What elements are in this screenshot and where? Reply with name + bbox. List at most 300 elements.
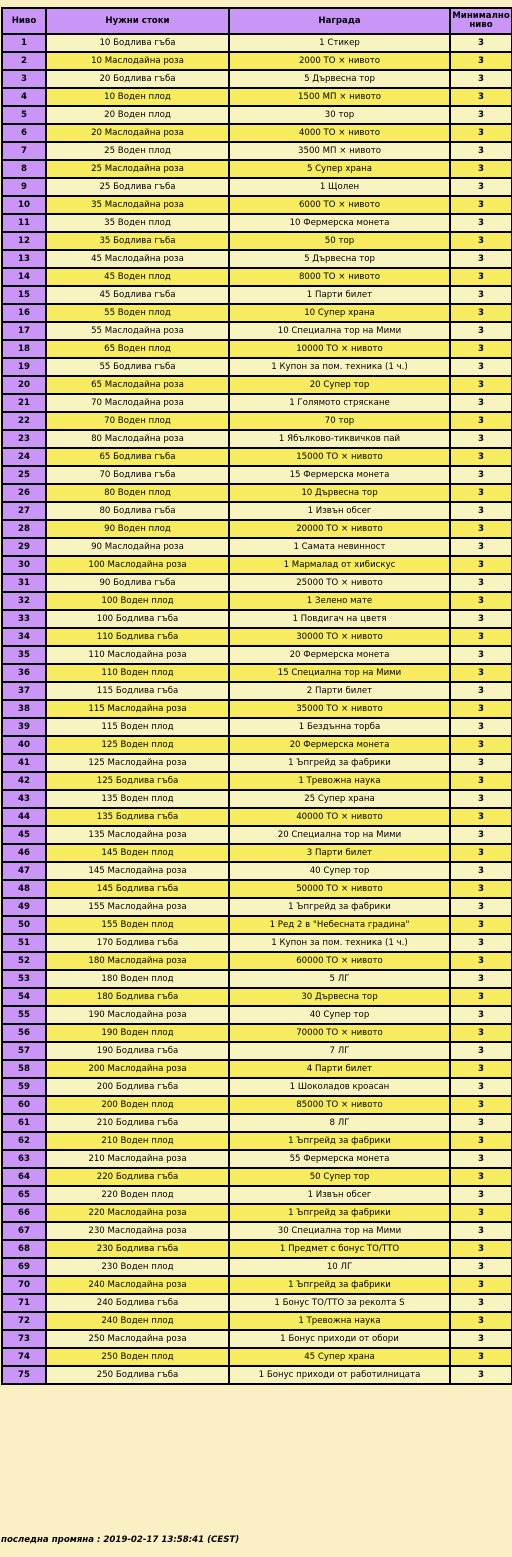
table-row — [2, 718, 512, 736]
row-goods-cell: 240 Бодлива гъба — [46, 1294, 229, 1312]
table-row — [2, 1186, 512, 1204]
row-min-level-cell: 3 — [450, 754, 512, 772]
row-reward-cell: 25 Супер храна — [229, 790, 450, 808]
row-goods-cell: 80 Бодлива гъба — [46, 502, 229, 520]
row-min-level-cell: 3 — [450, 1204, 512, 1222]
row-goods-cell: 180 Воден плод — [46, 970, 229, 988]
table-row — [2, 520, 512, 538]
row-reward-cell: 1 Бездънна торба — [229, 718, 450, 736]
row-level-cell: 55 — [2, 1006, 46, 1024]
row-reward-cell: 1 Ъпгрейд за фабрики — [229, 1204, 450, 1222]
row-goods-cell: 155 Маслодайна роза — [46, 898, 229, 916]
row-goods-cell: 90 Бодлива гъба — [46, 574, 229, 592]
table-row — [2, 52, 512, 70]
row-level-cell: 24 — [2, 448, 46, 466]
row-min-level-cell: 3 — [450, 214, 512, 232]
row-goods-cell: 20 Воден плод — [46, 106, 229, 124]
row-goods-cell: 210 Воден плод — [46, 1132, 229, 1150]
row-min-level-cell: 3 — [450, 1150, 512, 1168]
table-row — [2, 1222, 512, 1240]
row-level-cell: 45 — [2, 826, 46, 844]
row-reward-cell: 20 Фермерска монета — [229, 646, 450, 664]
row-goods-cell: 135 Бодлива гъба — [46, 808, 229, 826]
row-level-cell: 30 — [2, 556, 46, 574]
row-level-cell: 70 — [2, 1276, 46, 1294]
row-goods-cell: 45 Маслодайна роза — [46, 250, 229, 268]
row-min-level-cell: 3 — [450, 196, 512, 214]
row-goods-cell: 180 Бодлива гъба — [46, 988, 229, 1006]
table-row — [2, 736, 512, 754]
row-reward-cell: 20000 ТО × нивото — [229, 520, 450, 538]
row-reward-cell: 60000 ТО × нивото — [229, 952, 450, 970]
row-reward-cell: 4000 ТО × нивото — [229, 124, 450, 142]
row-level-cell: 2 — [2, 52, 46, 70]
row-goods-cell: 45 Бодлива гъба — [46, 286, 229, 304]
row-min-level-cell: 3 — [450, 304, 512, 322]
row-min-level-cell: 3 — [450, 538, 512, 556]
row-reward-cell: 1 Ъпгрейд за фабрики — [229, 1132, 450, 1150]
rewards-table — [1, 7, 512, 1385]
row-level-cell: 51 — [2, 934, 46, 952]
table-row — [2, 862, 512, 880]
row-level-cell: 40 — [2, 736, 46, 754]
row-goods-cell: 35 Бодлива гъба — [46, 232, 229, 250]
row-level-cell: 3 — [2, 70, 46, 88]
row-min-level-cell: 3 — [450, 970, 512, 988]
row-min-level-cell: 3 — [450, 862, 512, 880]
header-reward: Награда — [229, 8, 450, 34]
row-reward-cell: 1 Зелено мате — [229, 592, 450, 610]
row-min-level-cell: 3 — [450, 394, 512, 412]
row-goods-cell: 115 Бодлива гъба — [46, 682, 229, 700]
table-row — [2, 934, 512, 952]
row-goods-cell: 90 Воден плод — [46, 520, 229, 538]
row-goods-cell: 100 Воден плод — [46, 592, 229, 610]
table-row — [2, 1150, 512, 1168]
row-reward-cell: 1 Повдигач на цветя — [229, 610, 450, 628]
table-row — [2, 898, 512, 916]
row-level-cell: 26 — [2, 484, 46, 502]
row-min-level-cell: 3 — [450, 1366, 512, 1384]
table-row — [2, 1240, 512, 1258]
row-reward-cell: 1 Ъпгрейд за фабрики — [229, 898, 450, 916]
row-reward-cell: 2000 ТО × нивото — [229, 52, 450, 70]
row-min-level-cell: 3 — [450, 736, 512, 754]
row-min-level-cell: 3 — [450, 1312, 512, 1330]
row-reward-cell: 20 Супер тор — [229, 376, 450, 394]
row-goods-cell: 90 Маслодайна роза — [46, 538, 229, 556]
row-level-cell: 52 — [2, 952, 46, 970]
table-row — [2, 556, 512, 574]
table-row — [2, 232, 512, 250]
row-goods-cell: 250 Маслодайна роза — [46, 1330, 229, 1348]
row-level-cell: 21 — [2, 394, 46, 412]
row-min-level-cell: 3 — [450, 1114, 512, 1132]
row-reward-cell: 8 ЛГ — [229, 1114, 450, 1132]
table-row — [2, 124, 512, 142]
row-goods-cell: 180 Маслодайна роза — [46, 952, 229, 970]
row-level-cell: 15 — [2, 286, 46, 304]
row-level-cell: 33 — [2, 610, 46, 628]
row-level-cell: 6 — [2, 124, 46, 142]
table-row — [2, 34, 512, 52]
row-level-cell: 53 — [2, 970, 46, 988]
row-min-level-cell: 3 — [450, 808, 512, 826]
row-min-level-cell: 3 — [450, 484, 512, 502]
row-goods-cell: 10 Маслодайна роза — [46, 52, 229, 70]
table-row — [2, 88, 512, 106]
row-min-level-cell: 3 — [450, 322, 512, 340]
row-level-cell: 59 — [2, 1078, 46, 1096]
table-row — [2, 178, 512, 196]
table-row — [2, 646, 512, 664]
row-reward-cell: 2 Парти билет — [229, 682, 450, 700]
row-level-cell: 8 — [2, 160, 46, 178]
table-row — [2, 1114, 512, 1132]
row-reward-cell: 40000 ТО × нивото — [229, 808, 450, 826]
row-min-level-cell: 3 — [450, 160, 512, 178]
table-row — [2, 772, 512, 790]
row-min-level-cell: 3 — [450, 682, 512, 700]
row-level-cell: 67 — [2, 1222, 46, 1240]
row-min-level-cell: 3 — [450, 340, 512, 358]
row-level-cell: 22 — [2, 412, 46, 430]
row-min-level-cell: 3 — [450, 610, 512, 628]
table-row — [2, 412, 512, 430]
table-row — [2, 1348, 512, 1366]
row-min-level-cell: 3 — [450, 628, 512, 646]
row-level-cell: 54 — [2, 988, 46, 1006]
row-goods-cell: 190 Маслодайна роза — [46, 1006, 229, 1024]
row-level-cell: 18 — [2, 340, 46, 358]
row-min-level-cell: 3 — [450, 250, 512, 268]
table-header-row — [2, 8, 512, 34]
row-min-level-cell: 3 — [450, 718, 512, 736]
row-goods-cell: 80 Маслодайна роза — [46, 430, 229, 448]
row-min-level-cell: 3 — [450, 88, 512, 106]
row-goods-cell: 200 Бодлива гъба — [46, 1078, 229, 1096]
row-goods-cell: 210 Бодлива гъба — [46, 1114, 229, 1132]
row-goods-cell: 125 Воден плод — [46, 736, 229, 754]
row-reward-cell: 1500 МП × нивото — [229, 88, 450, 106]
row-min-level-cell: 3 — [450, 232, 512, 250]
row-level-cell: 10 — [2, 196, 46, 214]
table-row — [2, 826, 512, 844]
row-min-level-cell: 3 — [450, 646, 512, 664]
row-min-level-cell: 3 — [450, 124, 512, 142]
table-row — [2, 1096, 512, 1114]
row-level-cell: 37 — [2, 682, 46, 700]
row-level-cell: 58 — [2, 1060, 46, 1078]
row-goods-cell: 155 Воден плод — [46, 916, 229, 934]
row-reward-cell: 10 Фермерска монета — [229, 214, 450, 232]
row-level-cell: 64 — [2, 1168, 46, 1186]
row-goods-cell: 110 Воден плод — [46, 664, 229, 682]
table-row — [2, 682, 512, 700]
row-reward-cell: 40 Супер тор — [229, 862, 450, 880]
row-goods-cell: 45 Воден плод — [46, 268, 229, 286]
row-reward-cell: 10 ЛГ — [229, 1258, 450, 1276]
row-min-level-cell: 3 — [450, 844, 512, 862]
row-level-cell: 20 — [2, 376, 46, 394]
row-reward-cell: 1 Извън обсег — [229, 1186, 450, 1204]
row-reward-cell: 3 Парти билет — [229, 844, 450, 862]
row-min-level-cell: 3 — [450, 1240, 512, 1258]
row-level-cell: 34 — [2, 628, 46, 646]
row-level-cell: 69 — [2, 1258, 46, 1276]
last-modified-footer: последна промяна : 2019-02-17 13:58:41 (CEST) — [1, 1535, 240, 1545]
row-reward-cell: 1 Самата невинност — [229, 538, 450, 556]
row-level-cell: 5 — [2, 106, 46, 124]
row-min-level-cell: 3 — [450, 934, 512, 952]
row-level-cell: 48 — [2, 880, 46, 898]
table-row — [2, 340, 512, 358]
table-row — [2, 1078, 512, 1096]
row-goods-cell: 80 Воден плод — [46, 484, 229, 502]
row-goods-cell: 125 Маслодайна роза — [46, 754, 229, 772]
header-goods: Нужни стоки — [46, 8, 229, 34]
row-goods-cell: 230 Бодлива гъба — [46, 1240, 229, 1258]
row-goods-cell: 25 Маслодайна роза — [46, 160, 229, 178]
row-min-level-cell: 3 — [450, 880, 512, 898]
table-row — [2, 628, 512, 646]
table-row — [2, 376, 512, 394]
row-level-cell: 32 — [2, 592, 46, 610]
row-goods-cell: 20 Бодлива гъба — [46, 70, 229, 88]
row-goods-cell: 70 Бодлива гъба — [46, 466, 229, 484]
row-goods-cell: 65 Воден плод — [46, 340, 229, 358]
row-level-cell: 44 — [2, 808, 46, 826]
row-goods-cell: 115 Маслодайна роза — [46, 700, 229, 718]
table-row — [2, 574, 512, 592]
table-row — [2, 1312, 512, 1330]
table-row — [2, 988, 512, 1006]
row-min-level-cell: 3 — [450, 1168, 512, 1186]
row-reward-cell: 1 Бонус приходи от обори — [229, 1330, 450, 1348]
table-row — [2, 844, 512, 862]
row-goods-cell: 20 Маслодайна роза — [46, 124, 229, 142]
row-reward-cell: 55 Фермерска монета — [229, 1150, 450, 1168]
header-level: Ниво — [2, 8, 46, 34]
table-row — [2, 808, 512, 826]
row-goods-cell: 65 Маслодайна роза — [46, 376, 229, 394]
row-reward-cell: 50 тор — [229, 232, 450, 250]
table-row — [2, 1258, 512, 1276]
row-min-level-cell: 3 — [450, 52, 512, 70]
row-level-cell: 1 — [2, 34, 46, 52]
table-row — [2, 952, 512, 970]
row-reward-cell: 1 Купон за пом. техника (1 ч.) — [229, 934, 450, 952]
table-row — [2, 394, 512, 412]
table-row — [2, 916, 512, 934]
row-reward-cell: 1 Тревожна наука — [229, 772, 450, 790]
row-reward-cell: 35000 ТО × нивото — [229, 700, 450, 718]
row-min-level-cell: 3 — [450, 1132, 512, 1150]
row-reward-cell: 70 тор — [229, 412, 450, 430]
table-row — [2, 484, 512, 502]
row-goods-cell: 170 Бодлива гъба — [46, 934, 229, 952]
row-min-level-cell: 3 — [450, 700, 512, 718]
row-reward-cell: 6000 ТО × нивото — [229, 196, 450, 214]
table-row — [2, 214, 512, 232]
row-goods-cell: 55 Воден плод — [46, 304, 229, 322]
table-row — [2, 160, 512, 178]
row-goods-cell: 125 Бодлива гъба — [46, 772, 229, 790]
row-goods-cell: 230 Маслодайна роза — [46, 1222, 229, 1240]
row-min-level-cell: 3 — [450, 502, 512, 520]
row-reward-cell: 4 Парти билет — [229, 1060, 450, 1078]
rewards-table-wrapper — [0, 7, 512, 1385]
row-min-level-cell: 3 — [450, 1078, 512, 1096]
row-goods-cell: 110 Бодлива гъба — [46, 628, 229, 646]
row-reward-cell: 5 Супер храна — [229, 160, 450, 178]
row-goods-cell: 210 Маслодайна роза — [46, 1150, 229, 1168]
row-goods-cell: 100 Маслодайна роза — [46, 556, 229, 574]
table-row — [2, 754, 512, 772]
header-min-level: Минимално ниво — [450, 8, 512, 34]
row-level-cell: 17 — [2, 322, 46, 340]
row-level-cell: 66 — [2, 1204, 46, 1222]
row-level-cell: 14 — [2, 268, 46, 286]
table-row — [2, 1042, 512, 1060]
row-level-cell: 74 — [2, 1348, 46, 1366]
row-min-level-cell: 3 — [450, 1024, 512, 1042]
row-level-cell: 49 — [2, 898, 46, 916]
row-min-level-cell: 3 — [450, 1042, 512, 1060]
row-reward-cell: 10 Специална тор на Мими — [229, 322, 450, 340]
row-reward-cell: 1 Щолен — [229, 178, 450, 196]
row-level-cell: 27 — [2, 502, 46, 520]
row-min-level-cell: 3 — [450, 520, 512, 538]
row-reward-cell: 1 Извън обсег — [229, 502, 450, 520]
table-row — [2, 1204, 512, 1222]
row-reward-cell: 1 Ябълково-тиквичков пай — [229, 430, 450, 448]
row-level-cell: 63 — [2, 1150, 46, 1168]
row-goods-cell: 220 Бодлива гъба — [46, 1168, 229, 1186]
row-min-level-cell: 3 — [450, 664, 512, 682]
row-min-level-cell: 3 — [450, 1258, 512, 1276]
row-reward-cell: 8000 ТО × нивото — [229, 268, 450, 286]
table-row — [2, 142, 512, 160]
table-body — [2, 34, 512, 1384]
row-level-cell: 46 — [2, 844, 46, 862]
row-min-level-cell: 3 — [450, 466, 512, 484]
row-reward-cell: 10000 ТО × нивото — [229, 340, 450, 358]
row-goods-cell: 100 Бодлива гъба — [46, 610, 229, 628]
row-level-cell: 43 — [2, 790, 46, 808]
row-reward-cell: 5 ЛГ — [229, 970, 450, 988]
row-min-level-cell: 3 — [450, 592, 512, 610]
row-reward-cell: 1 Тревожна наука — [229, 1312, 450, 1330]
row-level-cell: 68 — [2, 1240, 46, 1258]
row-level-cell: 4 — [2, 88, 46, 106]
row-reward-cell: 20 Фермерска монета — [229, 736, 450, 754]
row-goods-cell: 230 Воден плод — [46, 1258, 229, 1276]
row-reward-cell: 20 Специална тор на Мими — [229, 826, 450, 844]
table-row — [2, 286, 512, 304]
row-min-level-cell: 3 — [450, 430, 512, 448]
row-min-level-cell: 3 — [450, 268, 512, 286]
row-min-level-cell: 3 — [450, 574, 512, 592]
row-goods-cell: 25 Бодлива гъба — [46, 178, 229, 196]
table-row — [2, 664, 512, 682]
row-level-cell: 36 — [2, 664, 46, 682]
row-reward-cell: 15 Специална тор на Мими — [229, 664, 450, 682]
row-goods-cell: 145 Маслодайна роза — [46, 862, 229, 880]
table-row — [2, 466, 512, 484]
row-reward-cell: 1 Стикер — [229, 34, 450, 52]
table-row — [2, 1276, 512, 1294]
row-reward-cell: 30000 ТО × нивото — [229, 628, 450, 646]
row-min-level-cell: 3 — [450, 1348, 512, 1366]
row-min-level-cell: 3 — [450, 412, 512, 430]
row-min-level-cell: 3 — [450, 898, 512, 916]
table-row — [2, 1168, 512, 1186]
row-level-cell: 41 — [2, 754, 46, 772]
row-min-level-cell: 3 — [450, 70, 512, 88]
table-row — [2, 322, 512, 340]
row-goods-cell: 200 Воден плод — [46, 1096, 229, 1114]
row-goods-cell: 240 Маслодайна роза — [46, 1276, 229, 1294]
row-level-cell: 13 — [2, 250, 46, 268]
table-row — [2, 502, 512, 520]
table-row — [2, 1024, 512, 1042]
row-level-cell: 73 — [2, 1330, 46, 1348]
row-goods-cell: 10 Бодлива гъба — [46, 34, 229, 52]
row-goods-cell: 145 Воден плод — [46, 844, 229, 862]
row-min-level-cell: 3 — [450, 286, 512, 304]
row-reward-cell: 1 Купон за пом. техника (1 ч.) — [229, 358, 450, 376]
row-min-level-cell: 3 — [450, 178, 512, 196]
table-row — [2, 1294, 512, 1312]
table-row — [2, 1006, 512, 1024]
table-row — [2, 700, 512, 718]
table-row — [2, 1366, 512, 1384]
row-goods-cell: 115 Воден плод — [46, 718, 229, 736]
row-goods-cell: 25 Воден плод — [46, 142, 229, 160]
row-level-cell: 25 — [2, 466, 46, 484]
row-level-cell: 61 — [2, 1114, 46, 1132]
row-reward-cell: 40 Супер тор — [229, 1006, 450, 1024]
row-reward-cell: 1 Бонус ТО/ТТО за реколта S — [229, 1294, 450, 1312]
row-level-cell: 31 — [2, 574, 46, 592]
table-row — [2, 196, 512, 214]
row-reward-cell: 5 Дървесна тор — [229, 250, 450, 268]
row-level-cell: 29 — [2, 538, 46, 556]
row-reward-cell: 1 Парти билет — [229, 286, 450, 304]
row-reward-cell: 10 Супер храна — [229, 304, 450, 322]
table-row — [2, 790, 512, 808]
table-row — [2, 70, 512, 88]
row-reward-cell: 15000 ТО × нивото — [229, 448, 450, 466]
row-reward-cell: 1 Мармалад от хибискус — [229, 556, 450, 574]
row-reward-cell: 50 Супер тор — [229, 1168, 450, 1186]
row-reward-cell: 7 ЛГ — [229, 1042, 450, 1060]
row-min-level-cell: 3 — [450, 1294, 512, 1312]
row-level-cell: 19 — [2, 358, 46, 376]
row-level-cell: 35 — [2, 646, 46, 664]
row-min-level-cell: 3 — [450, 988, 512, 1006]
row-goods-cell: 220 Воден плод — [46, 1186, 229, 1204]
row-goods-cell: 70 Маслодайна роза — [46, 394, 229, 412]
table-row — [2, 106, 512, 124]
row-goods-cell: 10 Воден плод — [46, 88, 229, 106]
row-level-cell: 38 — [2, 700, 46, 718]
row-min-level-cell: 3 — [450, 1222, 512, 1240]
row-min-level-cell: 3 — [450, 916, 512, 934]
table-row — [2, 1330, 512, 1348]
row-reward-cell: 15 Фермерска монета — [229, 466, 450, 484]
